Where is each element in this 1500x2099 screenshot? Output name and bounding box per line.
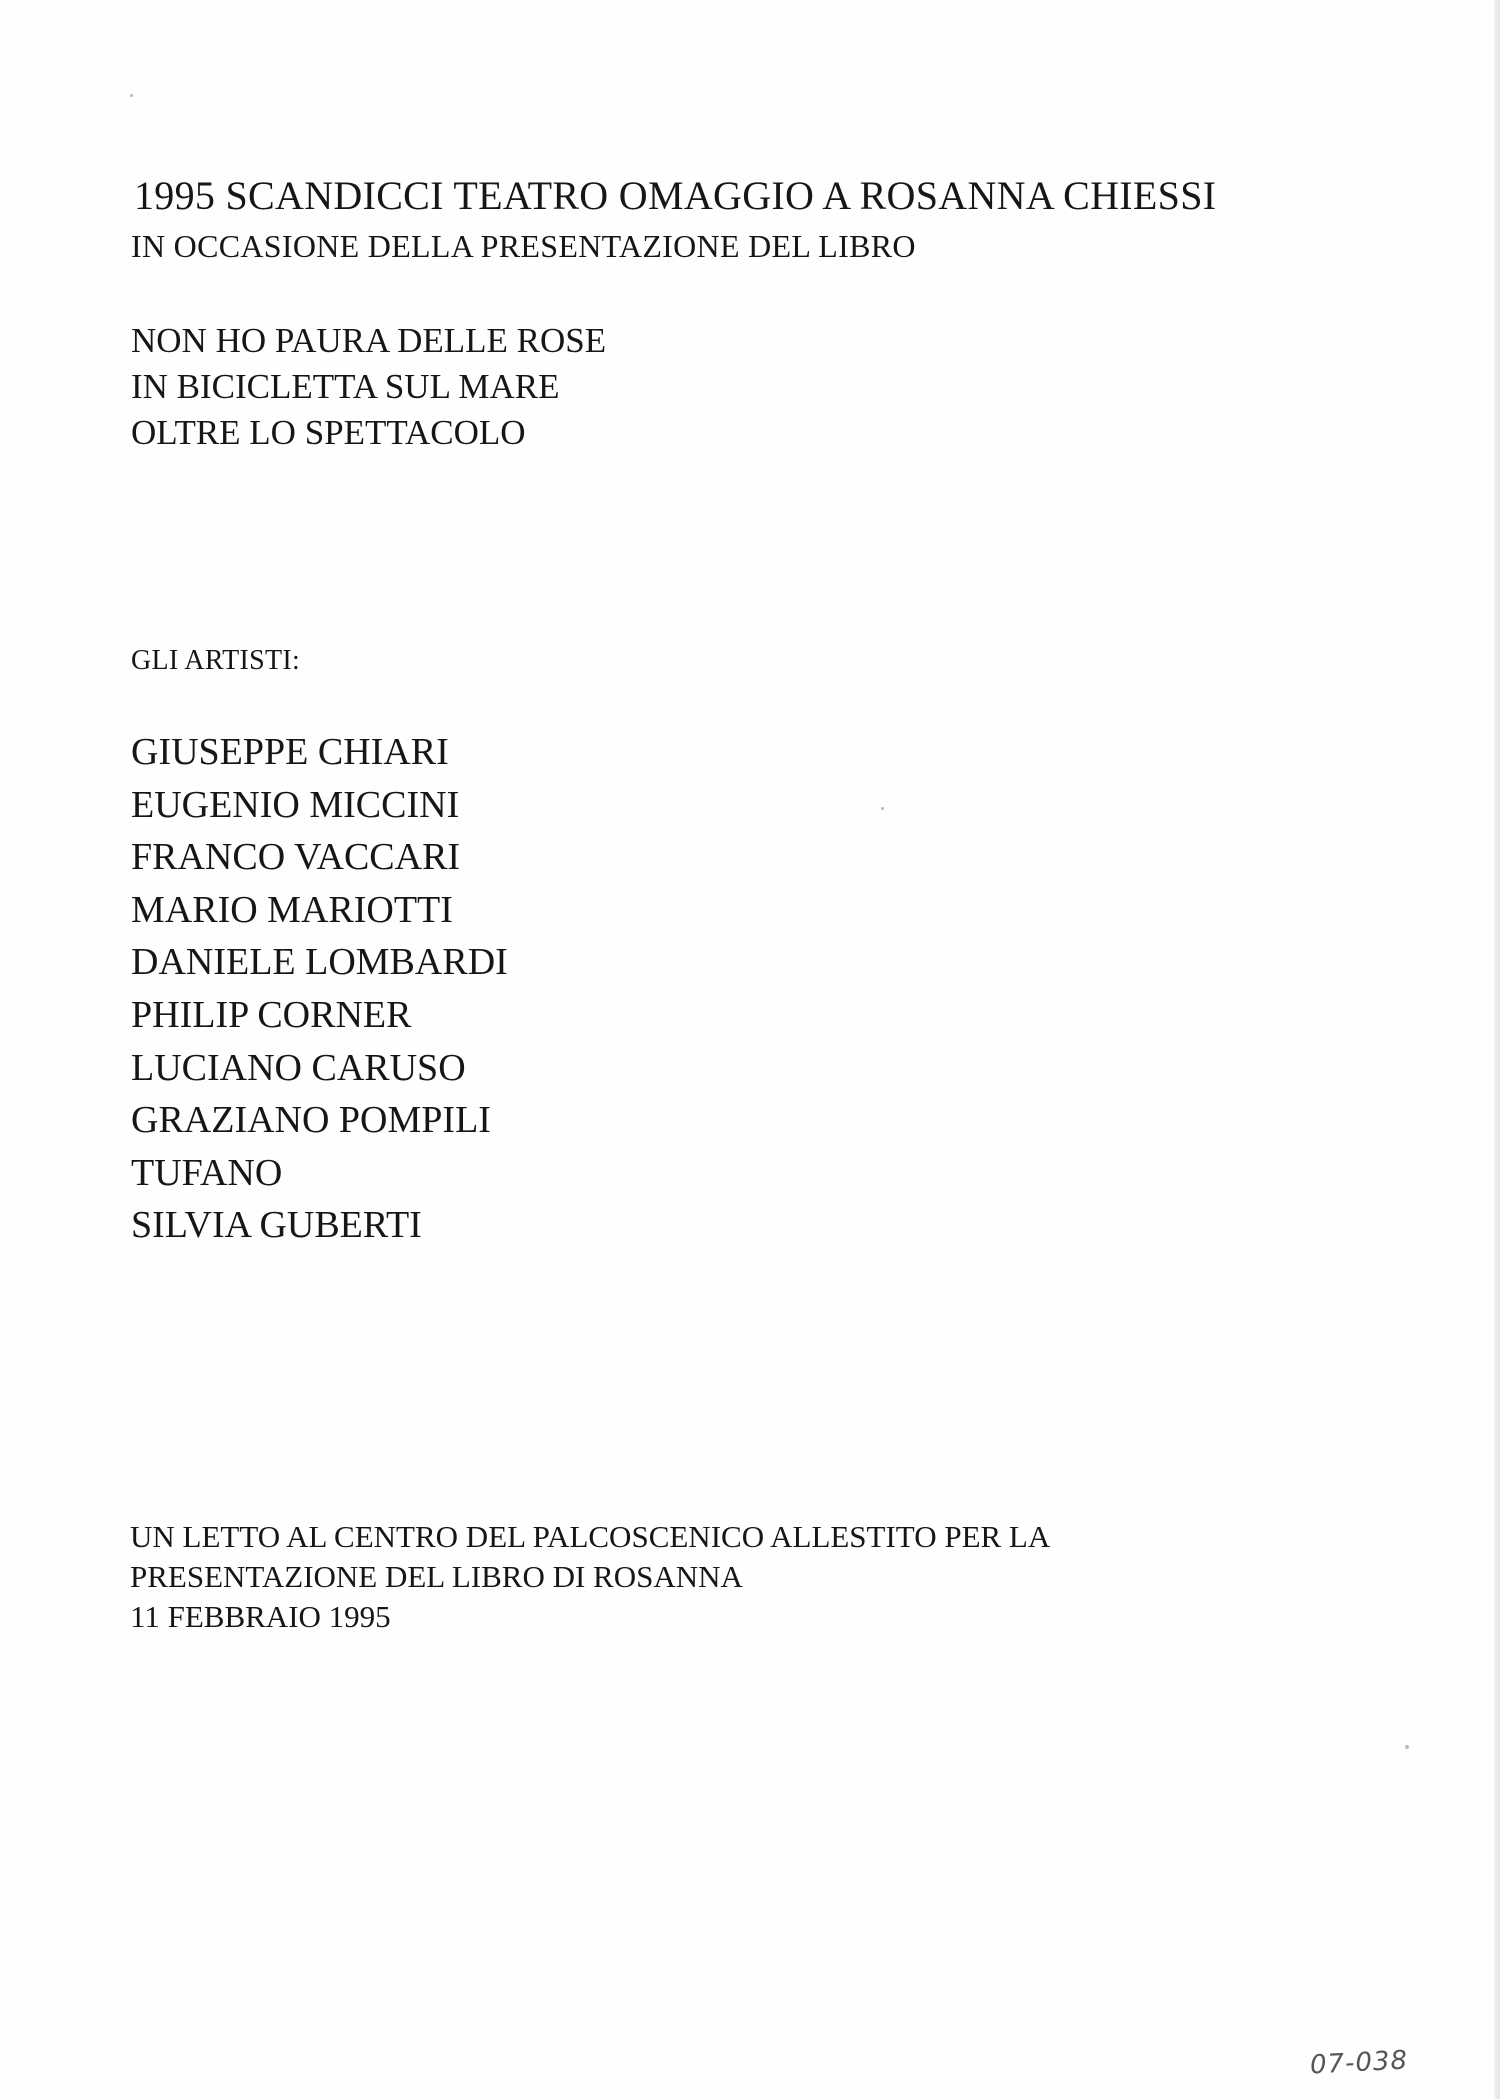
artist-name: FRANCO VACCARI	[131, 836, 461, 879]
artist-name: EUGENIO MICCINI	[131, 783, 460, 826]
artist-name: SILVIA GUBERTI	[131, 1204, 422, 1247]
event-description	[130, 1517, 1050, 1637]
artist-name: DANIELE LOMBARDI	[131, 941, 508, 984]
event-description-line: UN LETTO AL CENTRO DEL PALCOSCENICO ALLESTITO PER LA	[130, 1519, 1051, 1554]
artist-name: LUCIANO CARUSO	[131, 1046, 466, 1089]
book-title: IN BICICLETTA SUL MARE	[131, 367, 560, 406]
event-description-line: PRESENTAZIONE DEL LIBRO DI ROSANNA	[130, 1559, 743, 1594]
document-title: 1995 SCANDICCI TEATRO OMAGGIO A ROSANNA CHIESSI	[134, 173, 1217, 218]
artist-name: PHILIP CORNER	[131, 993, 412, 1036]
artist-name: GIUSEPPE CHIARI	[131, 731, 449, 773]
artist-name: MARIO MARIOTTI	[131, 888, 453, 931]
paper-speck	[1405, 1745, 1409, 1749]
paper-speck	[130, 94, 133, 97]
artist-name: TUFANO	[131, 1151, 283, 1194]
artists-list	[131, 726, 508, 1252]
book-title: OLTRE LO SPETTACOLO	[131, 413, 526, 452]
paper-edge-shadow	[1494, 0, 1500, 2099]
book-title: NON HO PAURA DELLE ROSE	[131, 321, 607, 360]
handwritten-archive-number: 07-038	[1309, 2045, 1409, 2081]
paper-speck	[881, 807, 884, 810]
document-subtitle: IN OCCASIONE DELLA PRESENTAZIONE DEL LIBRO	[131, 228, 916, 264]
artists-heading: GLI ARTISTI:	[131, 645, 301, 676]
artist-name: GRAZIANO POMPILI	[131, 1099, 491, 1142]
book-titles	[131, 318, 606, 456]
event-date: 11 FEBBRAIO 1995	[130, 1599, 391, 1634]
